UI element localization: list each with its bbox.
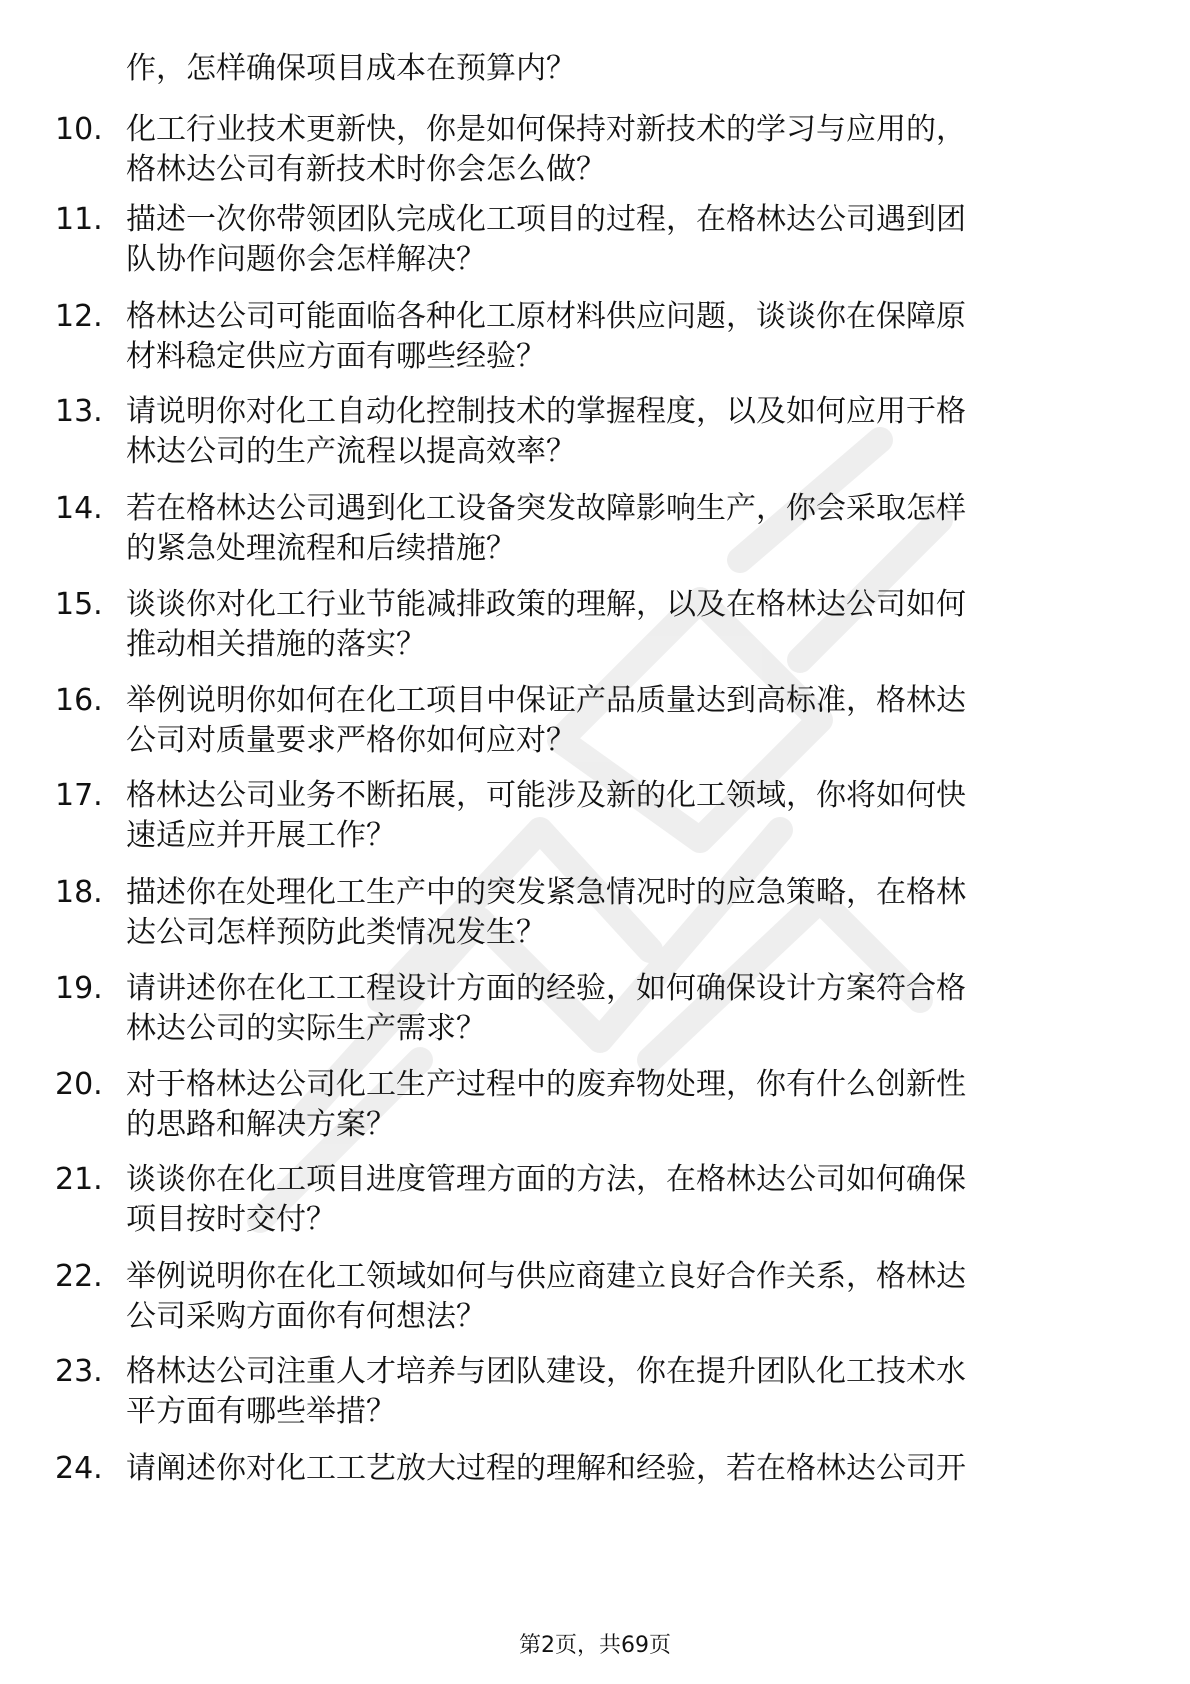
question-text (126, 1352, 1116, 1432)
question-text (126, 1065, 1116, 1145)
question-text (126, 776, 1116, 856)
question-number: 16. (55, 683, 103, 718)
list-item (0, 1257, 1190, 1347)
question-line: 公司对质量要求严格你如何应对？ (126, 723, 576, 758)
list-item (0, 1352, 1190, 1442)
question-line: 平方面有哪些举措？ (126, 1394, 396, 1429)
question-line: 的思路和解决方案？ (126, 1107, 396, 1142)
list-item (0, 1449, 1190, 1539)
question-text (126, 110, 1116, 190)
question-line: 格林达公司注重人才培养与团队建设，你在提升团队化工技术水 (126, 1354, 966, 1389)
page-footer: 第2页，共69页 (519, 1633, 671, 1658)
question-text (126, 200, 1116, 280)
list-item (0, 1065, 1190, 1155)
question-line: 林达公司的实际生产需求？ (126, 1011, 486, 1046)
question-line: 的紧急处理流程和后续措施？ (126, 531, 516, 566)
list-item (0, 392, 1190, 482)
list-item (0, 969, 1190, 1059)
question-line: 举例说明你在化工领域如何与供应商建立良好合作关系，格林达 (126, 1259, 966, 1294)
question-number: 19. (55, 971, 103, 1006)
question-line: 描述你在处理化工生产中的突发紧急情况时的应急策略，在格林 (126, 875, 966, 910)
question-number: 14. (55, 491, 103, 526)
question-number: 18. (55, 875, 103, 910)
list-item (0, 297, 1190, 387)
question-number: 11. (55, 202, 103, 237)
question-text (126, 1160, 1116, 1240)
list-item (0, 585, 1190, 675)
question-line: 谈谈你在化工项目进度管理方面的方法，在格林达公司如何确保 (126, 1162, 966, 1197)
question-line: 对于格林达公司化工生产过程中的废弃物处理，你有什么创新性 (126, 1067, 966, 1102)
continuation-text: 作，怎样确保项目成本在预算内？ (126, 51, 576, 86)
question-line: 请说明你对化工自动化控制技术的掌握程度，以及如何应用于格 (126, 394, 966, 429)
question-text (126, 392, 1116, 472)
question-line: 队协作问题你会怎样解决？ (126, 242, 486, 277)
question-number: 10. (55, 112, 103, 147)
question-text (126, 969, 1116, 1049)
question-line: 请阐述你对化工工艺放大过程的理解和经验，若在格林达公司开 (126, 1451, 966, 1486)
question-number: 22. (55, 1259, 103, 1294)
question-line: 谈谈你对化工行业节能减排政策的理解，以及在格林达公司如何 (126, 587, 966, 622)
question-text (126, 489, 1116, 569)
question-number: 21. (55, 1162, 103, 1197)
question-text (126, 1257, 1116, 1337)
list-item (0, 873, 1190, 963)
question-line: 公司采购方面你有何想法？ (126, 1299, 486, 1334)
question-text (126, 585, 1116, 665)
question-line: 达公司怎样预防此类情况发生？ (126, 915, 546, 950)
question-line: 林达公司的生产流程以提高效率？ (126, 434, 576, 469)
question-line: 描述一次你带领团队完成化工项目的过程，在格林达公司遇到团 (126, 202, 966, 237)
question-number: 23. (55, 1354, 103, 1389)
list-item (0, 776, 1190, 866)
question-text (126, 1449, 1116, 1489)
question-number: 24. (55, 1451, 103, 1486)
question-number: 20. (55, 1067, 103, 1102)
question-line: 格林达公司有新技术时你会怎么做？ (126, 152, 606, 187)
question-text (126, 873, 1116, 953)
question-number: 15. (55, 587, 103, 622)
list-item (0, 681, 1190, 771)
question-line: 速适应并开展工作？ (126, 818, 396, 853)
question-line: 举例说明你如何在化工项目中保证产品质量达到高标准，格林达 (126, 683, 966, 718)
question-number: 12. (55, 299, 103, 334)
question-text (126, 297, 1116, 377)
question-line: 项目按时交付？ (126, 1202, 336, 1237)
question-line: 推动相关措施的落实？ (126, 627, 426, 662)
question-line: 材料稳定供应方面有哪些经验？ (126, 339, 546, 374)
list-item (0, 489, 1190, 579)
question-text (126, 681, 1116, 761)
question-line: 格林达公司可能面临各种化工原材料供应问题，谈谈你在保障原 (126, 299, 966, 334)
list-item (0, 200, 1190, 290)
list-item (0, 110, 1190, 200)
question-line: 化工行业技术更新快，你是如何保持对新技术的学习与应用的， (126, 112, 966, 147)
question-number: 13. (55, 394, 103, 429)
question-line: 若在格林达公司遇到化工设备突发故障影响生产，你会采取怎样 (126, 491, 966, 526)
question-line: 请讲述你在化工工程设计方面的经验，如何确保设计方案符合格 (126, 971, 966, 1006)
question-number: 17. (55, 778, 103, 813)
list-item (0, 1160, 1190, 1250)
question-line: 格林达公司业务不断拓展，可能涉及新的化工领域，你将如何快 (126, 778, 966, 813)
